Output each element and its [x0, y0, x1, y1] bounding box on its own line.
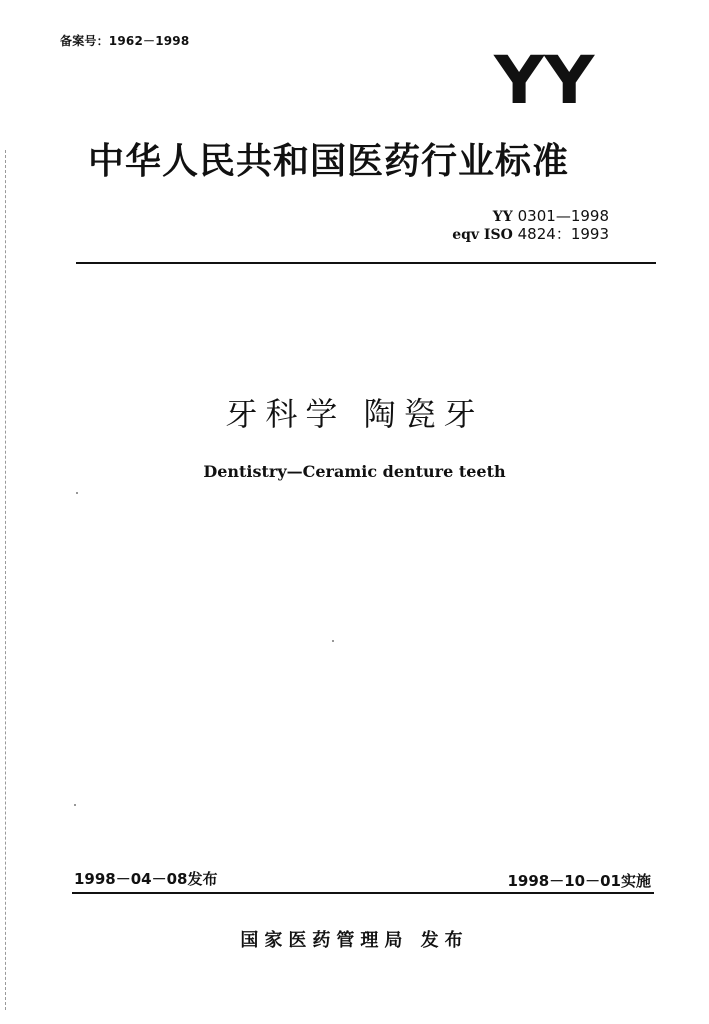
scan-speck — [76, 492, 78, 494]
scan-edge-artifact — [5, 150, 6, 1010]
standard-code-block — [452, 208, 609, 244]
effective-date: 1998－10－01实施 — [507, 872, 651, 890]
equivalent-standard-line — [452, 226, 609, 244]
yy-logo: YY — [494, 42, 595, 119]
issue-date: 1998－04－08发布 — [74, 870, 218, 888]
organization-title: 中华人民共和国医药行业标准 — [88, 141, 570, 182]
scan-speck — [74, 804, 76, 806]
equivalent-prefix: eqv ISO — [452, 227, 513, 243]
document-title-english: Dentistry—Ceramic denture teeth — [203, 462, 506, 481]
scan-speck — [332, 640, 334, 642]
standard-code-number: 0301—1998 — [517, 207, 609, 225]
header-divider — [76, 262, 656, 264]
record-number: 备案号：1962－1998 — [60, 34, 190, 48]
footer-divider — [72, 892, 654, 894]
standard-code: YY — [492, 209, 513, 225]
standard-code-line — [452, 208, 609, 226]
equivalent-number: 4824：1993 — [517, 225, 609, 243]
publisher: 国家医药管理局 发布 — [240, 930, 469, 951]
document-title-chinese: 牙科学 陶瓷牙 — [225, 395, 484, 433]
